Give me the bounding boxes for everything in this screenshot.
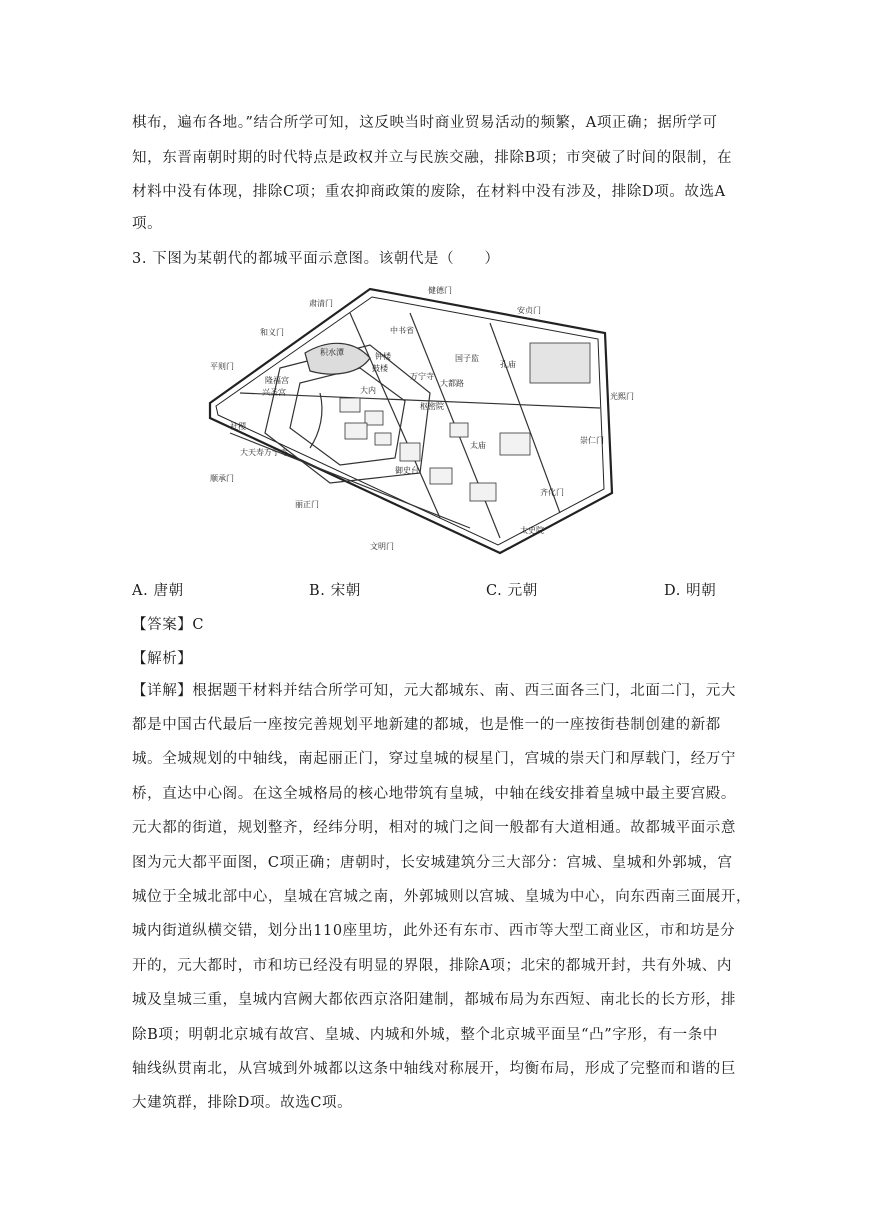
option-label: B. bbox=[309, 583, 326, 599]
option-text: 元朝 bbox=[507, 583, 538, 599]
question-stem: 3. 下图为某朝代的都城平面示意图。该朝代是（ ） bbox=[132, 251, 500, 267]
gate-label: 齐化门 bbox=[540, 488, 564, 497]
detail-line: 大建筑群，排除D项。故选C项。 bbox=[132, 1095, 353, 1111]
answer-line: 【答案】C bbox=[132, 617, 205, 633]
option-label: D. bbox=[664, 583, 681, 599]
gate-label: 崇仁门 bbox=[580, 436, 604, 445]
option-label: A. bbox=[132, 583, 149, 599]
gate-label: 光熙门 bbox=[610, 392, 634, 401]
map-label: 大内 bbox=[360, 386, 376, 395]
option-d bbox=[664, 579, 716, 600]
map-label: 枢密院 bbox=[420, 402, 444, 411]
analysis-label: 【解析】 bbox=[132, 651, 193, 667]
gate-label: 平则门 bbox=[210, 362, 234, 371]
detail-line: 图为元大都平面图，C项正确；唐朝时，长安城建筑分三大部分：宫城、皇城和外郭城，宫 bbox=[132, 855, 733, 871]
detail-line: 城位于全城北部中心，皇城在宫城之南，外郭城则以宫城、皇城为中心，向东西南三面展开， bbox=[132, 889, 752, 905]
gate-label: 健德门 bbox=[428, 286, 452, 295]
map-label: 孔庙 bbox=[500, 360, 516, 369]
map-label: 太庙 bbox=[470, 441, 486, 450]
gate-label: 和义门 bbox=[260, 328, 284, 337]
palace-city bbox=[290, 368, 405, 465]
map-label: 御史台 bbox=[395, 466, 419, 475]
map-label: 隆福宫 bbox=[265, 376, 289, 385]
gate-label: 肃清门 bbox=[309, 299, 333, 308]
map-label: 国子监 bbox=[455, 354, 479, 363]
detail-line: 除B项；明朝北京城有故宫、皇城、内城和外城，整个北京城平面呈“凸”字形，有一条中 bbox=[132, 1027, 718, 1043]
map-label: 社稷 bbox=[230, 422, 246, 431]
map-label: 大都路 bbox=[440, 379, 464, 388]
gate-label: 顺承门 bbox=[210, 474, 234, 483]
map-label: 中书省 bbox=[390, 326, 414, 335]
map-label: 兴圣宫 bbox=[262, 388, 286, 397]
paragraph-line: 项。 bbox=[132, 216, 163, 232]
map-label: 积水潭 bbox=[320, 348, 344, 357]
detail-line: 轴线纵贯南北，从宫城到外城都以这条中轴线对称展开，均衡布局，形成了完整而和谐的巨 bbox=[132, 1061, 736, 1077]
map-label: 万宁寺 bbox=[410, 372, 434, 381]
map-label: 钟楼 bbox=[375, 352, 391, 361]
detail-line: 桥，直达中心阁。在这全城格局的核心地带筑有皇城，中轴在线安排着皇城中最主要宫殿。 bbox=[132, 786, 736, 802]
detail-line: 城内街道纵横交错，划分出110座里坊，此外还有东市、西市等大型工商业区，市和坊是分 bbox=[132, 923, 736, 939]
gate-label: 安贞门 bbox=[517, 306, 541, 315]
detail-line: 【详解】根据题干材料并结合所学可知，元大都城东、南、西三面各三门，北面二门，元大 bbox=[132, 683, 736, 699]
option-label: C. bbox=[486, 583, 503, 599]
option-b bbox=[309, 579, 361, 600]
paragraph-line: 材料中没有体现，排除C项；重农抑商政策的废除，在材料中没有涉及，排除D项。故选A bbox=[132, 184, 726, 200]
city-plan-map bbox=[170, 283, 634, 568]
option-text: 唐朝 bbox=[153, 583, 184, 599]
detail-line: 城。全城规划的中轴线，南起丽正门，穿过皇城的棂星门，宫城的崇天门和厚载门，经万宁 bbox=[132, 751, 736, 767]
detail-line: 都是中国古代最后一座按完善规划平地新建的都城，也是惟一的一座按街巷制创建的新都 bbox=[132, 717, 721, 733]
paragraph-line: 知，东晋南朝时期的时代特点是政权并立与民族交融，排除B项；市突破了时间的限制，在 bbox=[132, 150, 733, 166]
map-label: 太史院 bbox=[520, 526, 544, 535]
paragraph-line: 棋布，遍布各地。”结合所学可知，这反映当时商业贸易活动的频繁，A项正确；据所学可 bbox=[132, 115, 718, 131]
option-c bbox=[486, 579, 538, 600]
map-label: 大天寿万宁寺 bbox=[240, 448, 288, 457]
option-a bbox=[132, 579, 184, 600]
detail-line: 开的，元大都时，市和坊已经没有明显的界限，排除A项；北宋的都城开封，共有外城、内 bbox=[132, 958, 732, 974]
gate-label: 文明门 bbox=[370, 542, 394, 551]
detail-line: 城及皇城三重，皇城内宫阙大都依西京洛阳建制，都城布局为东西短、南北长的长方形，排 bbox=[132, 992, 736, 1008]
gate-label: 丽正门 bbox=[295, 500, 319, 509]
detail-line: 元大都的街道，规划整齐，经纬分明，相对的城门之间一般都有大道相通。故都城平面示意 bbox=[132, 820, 736, 836]
option-text: 明朝 bbox=[686, 583, 717, 599]
map-label: 鼓楼 bbox=[372, 364, 388, 373]
option-text: 宋朝 bbox=[330, 583, 361, 599]
